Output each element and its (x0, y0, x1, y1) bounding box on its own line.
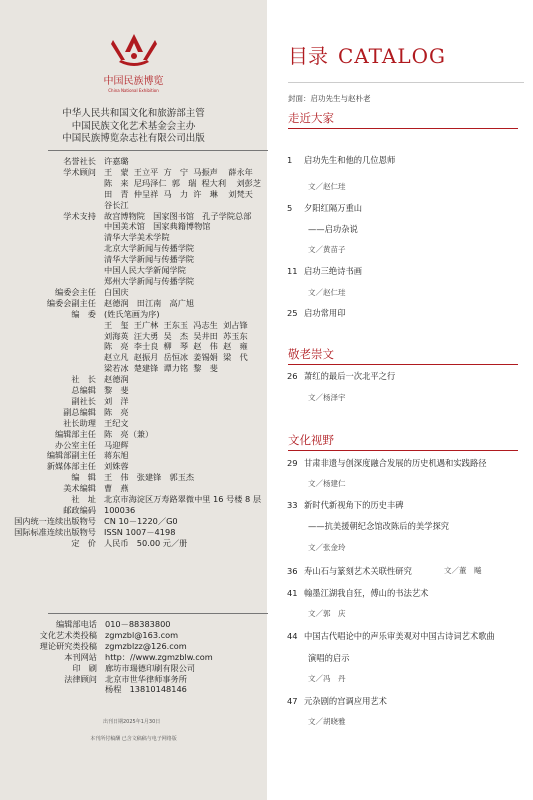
staff-row (0, 331, 267, 342)
article-title: 萧红的最后一次北平之行 (304, 371, 396, 381)
contact-row (0, 652, 267, 663)
article-title: 元杂剧的宫调应用艺术 (304, 696, 387, 706)
staff-label: 编 辑 (71, 472, 96, 483)
staff-value: CN 10－1220／G0 (104, 515, 178, 526)
article-subtitle: ——抗美援朝纪念馆改陈后的美学探究 (308, 521, 450, 531)
staff-value: 中国人民大学新闻学院 (104, 265, 186, 276)
staff-row (0, 461, 267, 472)
staff-value: 王 伟 张建锋 郭玉杰 (104, 472, 195, 483)
staff-row (0, 516, 267, 527)
staff-label: 国内统一连续出版物号 (14, 515, 96, 526)
logo-emblem-icon (105, 30, 163, 70)
staff-value: 清华大学新闻与传播学院 (104, 254, 195, 265)
contact-value: zgmzbl@163.com (105, 629, 179, 640)
contact-value: 北京市世华律师事务所 (105, 673, 187, 684)
staff-row (0, 276, 267, 287)
staff-value: 赵德润 (104, 374, 129, 385)
staff-row (0, 374, 267, 385)
toc-entry[interactable] (287, 457, 487, 469)
staff-value: 人民币 50.00 元／册 (104, 537, 188, 548)
article-subtitle: ——启功杂说 (308, 224, 358, 234)
staff-label: 编委会副主任 (46, 297, 96, 308)
toc-entry[interactable] (287, 499, 404, 511)
article-author: 文／胡晓雅 (308, 717, 346, 726)
article-author: 文／杨建仁 (308, 479, 346, 488)
staff-value: 刘海英 汪大勇 吴 杰 吴井田 苏玉东 (104, 330, 248, 341)
staff-row (0, 200, 267, 211)
staff-label: 副总编辑 (63, 406, 96, 417)
divider (48, 150, 268, 151)
article-title: 夕阳红隔万重山 (304, 203, 363, 213)
staff-row (0, 232, 267, 243)
title-chinese: 目录 (288, 44, 328, 68)
divider (48, 613, 268, 614)
staff-row (0, 396, 267, 407)
page-number: 1 (287, 155, 293, 165)
article-title: 中国古代唱论中的声乐审美观对中国古诗词艺术歌曲 (304, 631, 495, 641)
staff-label (0, 232, 96, 243)
page-title (288, 40, 446, 69)
section-underline (288, 450, 518, 451)
staff-row (0, 189, 267, 200)
staff-row (0, 494, 267, 505)
staff-label: 社 址 (71, 494, 96, 505)
contact-list (0, 619, 267, 695)
staff-value: 白国庆 (104, 286, 129, 297)
staff-value: 王纪文 (104, 417, 129, 428)
page-number: 44 (287, 631, 298, 641)
staff-row (0, 156, 267, 167)
article-author: 文／郭 庆 (308, 609, 346, 618)
page-number: 5 (287, 203, 293, 213)
page-number: 11 (287, 266, 298, 276)
staff-value: 王 玺 王广林 王东玉 冯志生 刘占锋 (104, 319, 248, 330)
contact-label (0, 684, 97, 695)
staff-label: 邮政编码 (63, 505, 96, 515)
staff-value: 许嘉璐 (104, 156, 129, 166)
contact-row (0, 641, 267, 652)
publisher-line: 中国民族文化艺术基金会主办 (71, 120, 196, 132)
staff-value: 北京市海淀区万寿路翠微中里 16 号楼 8 层 (104, 494, 262, 505)
staff-label: 学术顾问 (63, 166, 96, 177)
staff-value: 北京大学新闻与传播学院 (104, 243, 195, 254)
page-number: 29 (287, 458, 298, 468)
staff-label (0, 265, 96, 276)
staff-label (0, 320, 96, 331)
staff-value: 田 青 仲呈祥 马 力 许 琳 刘梵天 (104, 188, 253, 199)
table-of-contents (267, 0, 533, 800)
logo (0, 30, 267, 93)
staff-row (0, 385, 267, 396)
staff-value: 陈 亮 (104, 406, 129, 417)
staff-row (0, 352, 267, 363)
contact-row (0, 630, 267, 641)
staff-label (0, 221, 96, 232)
contact-label: 编辑部电话 (56, 619, 97, 629)
section-underline (288, 364, 518, 365)
staff-value: 刘姝蓉 (104, 461, 129, 472)
article-author: 文／杨泽宇 (308, 393, 346, 402)
staff-value: 陈 亮 李士良 柳 琴 赵 伟 赵 雍 (104, 341, 248, 352)
staff-row (0, 505, 267, 516)
staff-label: 编辑部副主任 (46, 450, 96, 461)
article-author: 文／赵仁珪 (308, 288, 346, 297)
page-number: 47 (287, 696, 298, 706)
staff-label: 办公室主任 (55, 439, 96, 450)
contact-row (0, 619, 267, 630)
staff-value: 黎 斐 (104, 385, 129, 396)
staff-row (0, 254, 267, 265)
contact-value: 廊坊市瑞德印刷有限公司 (105, 662, 196, 673)
staff-label: 新媒体部主任 (46, 461, 96, 472)
contact-value: 010－88383800 (105, 619, 171, 629)
staff-row (0, 407, 267, 418)
staff-label: 社长助理 (63, 417, 96, 428)
contact-row (0, 684, 267, 695)
contact-value: zgmzblzz@126.com (105, 640, 187, 651)
staff-list (0, 156, 267, 549)
toc-entry[interactable] (287, 307, 346, 319)
staff-row (0, 341, 267, 352)
article-author: 文／张金玲 (308, 543, 346, 552)
staff-value: 谷长江 (104, 199, 129, 210)
page-number: 36 (287, 566, 298, 576)
staff-label: 美术编辑 (63, 483, 96, 494)
contact-label: 印 刷 (72, 662, 97, 673)
staff-row (0, 538, 267, 549)
staff-value: 曹 燕 (104, 483, 129, 494)
staff-label (0, 189, 96, 200)
staff-label (0, 363, 96, 374)
staff-value: ISSN 1007－4198 (104, 526, 176, 537)
staff-row (0, 221, 267, 232)
section-heading: 文化视野 (288, 433, 334, 447)
toc-entry[interactable] (287, 565, 482, 577)
staff-label (0, 352, 96, 363)
staff-row (0, 320, 267, 331)
article-subtitle: 演唱的启示 (308, 653, 350, 663)
staff-label: 编辑部主任 (55, 428, 96, 439)
article-title: 新时代新视角下的历史丰碑 (304, 500, 404, 510)
toc-entry[interactable] (287, 370, 395, 382)
staff-label (0, 341, 96, 352)
title-english: CATALOG (338, 44, 446, 68)
staff-value: 梁若冰 楚建锋 谭力铭 黎 斐 (104, 363, 218, 374)
staff-value: 马迎辉 (104, 439, 129, 450)
staff-row (0, 167, 267, 178)
staff-value: 100036 (104, 505, 136, 515)
staff-row (0, 440, 267, 451)
staff-value: 中国美术馆 国家典籍博物馆 (104, 221, 211, 232)
contact-row (0, 663, 267, 674)
divider (288, 82, 524, 83)
contact-label: 理论研究类投稿 (39, 640, 97, 651)
staff-value: (姓氏笔画为序) (104, 308, 160, 319)
copyright-notice: 本刊所付稿酬 已含文稿稿与电子网络版 (90, 736, 177, 742)
staff-value: 故宫博物院 国家图书馆 孔子学院总部 (104, 210, 252, 221)
page-number: 25 (287, 308, 298, 318)
contact-value: 杨程 13810148146 (105, 684, 187, 695)
contact-label: 本刊网站 (64, 651, 97, 662)
staff-value: 清华大学美术学院 (104, 232, 170, 243)
staff-row (0, 211, 267, 222)
staff-label (0, 178, 96, 189)
staff-label (0, 276, 96, 287)
contact-row (0, 674, 267, 685)
staff-row (0, 243, 267, 254)
contact-value: http：//www.zgmzblw.com (105, 651, 213, 662)
staff-label: 副社长 (71, 395, 96, 406)
cover-caption: 封面：启功先生与赵朴老 (288, 94, 371, 103)
staff-label: 定 价 (71, 537, 96, 548)
publisher-line: 中华人民共和国文化和旅游部主管 (62, 108, 205, 119)
publisher-line: 中国民族博览杂志社有限公司出版 (62, 133, 205, 144)
staff-row (0, 483, 267, 494)
article-author: 文／黄苗子 (308, 245, 346, 254)
publisher-info (0, 108, 267, 146)
article-title: 甘肃非遗与创深度融合发展的历史机遇和实践路径 (304, 458, 487, 468)
article-author: 文／董 飚 (444, 566, 482, 575)
staff-row (0, 450, 267, 461)
staff-value: 陈 来 尼玛泽仁 郭 瑞 程大利 刘彭芝 (104, 177, 262, 188)
staff-row (0, 178, 267, 189)
staff-row (0, 527, 267, 538)
toc-entry[interactable] (287, 630, 495, 642)
staff-label (0, 200, 96, 211)
article-title: 翰墨江湖我自狂，傅山的书法艺术 (304, 588, 429, 598)
logo-chinese-name: 中国民族博览 (103, 76, 164, 87)
staff-value: 赵德润 田江南 高广旭 (104, 297, 195, 308)
section-heading: 敬老崇文 (288, 347, 334, 361)
page-number: 26 (287, 371, 298, 381)
staff-value: 赵立凡 赵振月 岳恒冰 姜锡娟 梁 代 (104, 352, 248, 363)
staff-label: 编委会主任 (55, 286, 96, 297)
staff-row (0, 363, 267, 374)
section-heading: 走近大家 (288, 111, 334, 125)
staff-value: 王 蒙 王立平 方 宁 马振声 薛永年 (104, 166, 253, 177)
contact-label: 文化艺术类投稿 (39, 629, 97, 640)
toc-entry[interactable] (287, 265, 362, 277)
staff-value: 蒋东旭 (104, 450, 129, 461)
staff-label: 国际标准连续出版物号 (14, 526, 96, 537)
staff-row (0, 309, 267, 320)
staff-label: 学术支持 (63, 210, 96, 221)
staff-label: 社 长 (71, 374, 96, 385)
staff-label: 总编辑 (71, 385, 96, 396)
staff-row (0, 418, 267, 429)
staff-row (0, 265, 267, 276)
page-number: 41 (287, 588, 298, 598)
contact-label: 法律顾问 (64, 673, 97, 684)
article-title: 启功先生和他的几位恩师 (304, 155, 396, 165)
article-title: 启功常用印 (304, 308, 346, 318)
staff-value: 刘 洋 (104, 395, 129, 406)
staff-row (0, 287, 267, 298)
page-number: 33 (287, 500, 298, 510)
publish-date: 出刊日期2025年1月30日 (103, 719, 161, 725)
staff-value: 郑州大学新闻与传播学院 (104, 275, 195, 286)
staff-label (0, 331, 96, 342)
article-author: 文／冯 丹 (308, 674, 346, 683)
toc-entry[interactable] (287, 202, 362, 214)
staff-label: 名誉社长 (63, 156, 96, 166)
staff-row (0, 472, 267, 483)
staff-row (0, 298, 267, 309)
toc-entry[interactable] (287, 587, 428, 599)
staff-label (0, 243, 96, 254)
section-underline (288, 128, 518, 129)
toc-entry[interactable] (287, 154, 395, 166)
article-title: 启功三绝诗书画 (304, 266, 363, 276)
article-author: 文／赵仁珪 (308, 182, 346, 191)
staff-row (0, 429, 267, 440)
logo-english-name: China National Exhibition (108, 88, 159, 93)
toc-entry[interactable] (287, 695, 387, 707)
article-title: 寿山石与篆刻艺术关联性研究 (304, 566, 412, 576)
staff-label (0, 254, 96, 265)
staff-label: 编 委 (71, 308, 96, 319)
staff-value: 陈 亮（兼） (104, 428, 154, 439)
